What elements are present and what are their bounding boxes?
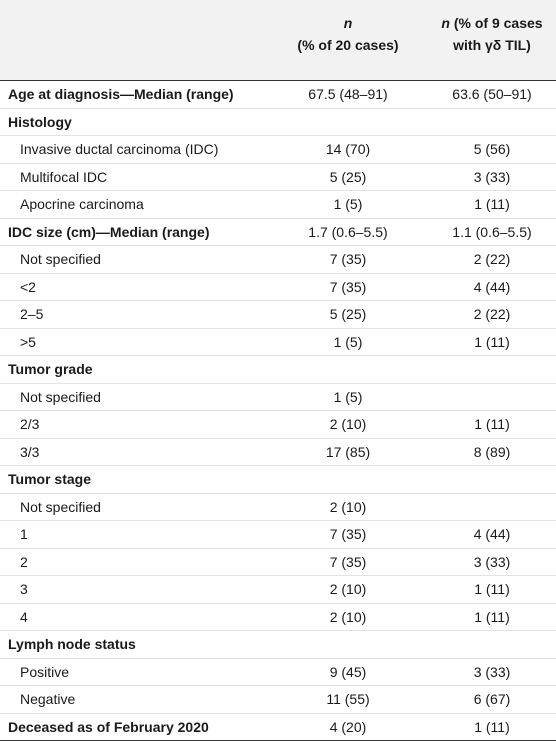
- header-gd-column: [428, 12, 556, 56]
- table-row: [0, 329, 556, 357]
- table-row: [0, 604, 556, 632]
- row-label: 2–5: [20, 301, 43, 328]
- cohort-value: 7 (35): [268, 274, 428, 301]
- gd-value: 2 (22): [428, 301, 556, 328]
- cohort-value: 2 (10): [268, 411, 428, 438]
- table-row: [0, 439, 556, 467]
- header-cohort-column: [268, 12, 428, 56]
- cohort-value: 5 (25): [268, 301, 428, 328]
- cohort-value: 9 (45): [268, 659, 428, 686]
- row-label: Deceased as of February 2020: [8, 714, 209, 741]
- table-row: [0, 81, 556, 109]
- table-row: [0, 714, 556, 741]
- table-row: [0, 384, 556, 412]
- row-label: Tumor stage: [8, 466, 91, 493]
- gd-value: 1 (11): [428, 714, 556, 741]
- gd-value: 8 (89): [428, 439, 556, 466]
- table-row: [0, 356, 556, 384]
- cohort-value: 7 (35): [268, 549, 428, 576]
- cohort-value: 1 (5): [268, 329, 428, 356]
- gd-value: 4 (44): [428, 274, 556, 301]
- cohort-value: 1 (5): [268, 191, 428, 218]
- row-label: 2: [20, 549, 28, 576]
- row-label: 3: [20, 576, 28, 603]
- table-row: [0, 164, 556, 192]
- table-row: [0, 191, 556, 219]
- header-n-label: n: [268, 12, 428, 34]
- cohort-value: 5 (25): [268, 164, 428, 191]
- row-label: >5: [20, 329, 36, 356]
- cohort-value: 11 (55): [268, 686, 428, 713]
- gd-value: 2 (22): [428, 246, 556, 273]
- table-row: [0, 301, 556, 329]
- header-n-label: n: [441, 15, 450, 31]
- row-label: Not specified: [20, 384, 101, 411]
- row-label: <2: [20, 274, 36, 301]
- row-label: Apocrine carcinoma: [20, 191, 144, 218]
- table-body: [0, 81, 556, 741]
- cohort-value: 7 (35): [268, 246, 428, 273]
- row-label: Multifocal IDC: [20, 164, 107, 191]
- row-label: Not specified: [20, 494, 101, 521]
- table-row: [0, 494, 556, 522]
- row-label: Age at diagnosis—Median (range): [8, 81, 234, 108]
- row-label: Histology: [8, 109, 72, 136]
- cohort-value: 1.7 (0.6–5.5): [268, 219, 428, 246]
- row-label: IDC size (cm)—Median (range): [8, 219, 209, 246]
- row-label: 1: [20, 521, 28, 548]
- gd-value: 4 (44): [428, 521, 556, 548]
- table-row: [0, 521, 556, 549]
- gd-value: 1 (11): [428, 411, 556, 438]
- cohort-value: 7 (35): [268, 521, 428, 548]
- gd-value: 1 (11): [428, 329, 556, 356]
- table-row: [0, 659, 556, 687]
- cohort-value: 4 (20): [268, 714, 428, 741]
- cohort-value: 2 (10): [268, 576, 428, 603]
- cohort-value: 17 (85): [268, 439, 428, 466]
- gd-value: 3 (33): [428, 659, 556, 686]
- gd-value: 1 (11): [428, 576, 556, 603]
- table-row: [0, 549, 556, 577]
- row-label: 4: [20, 604, 28, 631]
- row-label: 2/3: [20, 411, 39, 438]
- gd-value: 3 (33): [428, 164, 556, 191]
- cohort-value: 2 (10): [268, 604, 428, 631]
- row-label: Not specified: [20, 246, 101, 273]
- table-header: [0, 0, 556, 81]
- table-row: [0, 686, 556, 714]
- gd-value: 6 (67): [428, 686, 556, 713]
- table-row: [0, 466, 556, 494]
- row-label: Negative: [20, 686, 75, 713]
- gd-value: 5 (56): [428, 136, 556, 163]
- table-row: [0, 109, 556, 137]
- header-gd-text-line1: (% of 9 cases: [454, 15, 543, 31]
- cohort-value: 2 (10): [268, 494, 428, 521]
- row-label: Lymph node status: [8, 631, 136, 658]
- cohort-value: 14 (70): [268, 136, 428, 163]
- cohort-value: 1 (5): [268, 384, 428, 411]
- gd-value: 1 (11): [428, 191, 556, 218]
- gd-value: 1 (11): [428, 604, 556, 631]
- gd-value: 63.6 (50–91): [428, 81, 556, 108]
- row-label: Tumor grade: [8, 356, 93, 383]
- row-label: 3/3: [20, 439, 39, 466]
- cohort-value: 67.5 (48–91): [268, 81, 428, 108]
- table-row: [0, 219, 556, 247]
- row-label: Positive: [20, 659, 69, 686]
- table-row: [0, 274, 556, 302]
- table-row: [0, 631, 556, 659]
- table-row: [0, 246, 556, 274]
- header-cohort-text: (% of 20 cases): [268, 34, 428, 56]
- header-gd-text-line2: with γδ TIL): [428, 34, 556, 56]
- table-row: [0, 576, 556, 604]
- table-row: [0, 136, 556, 164]
- gd-value: 3 (33): [428, 549, 556, 576]
- table-row: [0, 411, 556, 439]
- row-label: Invasive ductal carcinoma (IDC): [20, 136, 218, 163]
- gd-value: 1.1 (0.6–5.5): [428, 219, 556, 246]
